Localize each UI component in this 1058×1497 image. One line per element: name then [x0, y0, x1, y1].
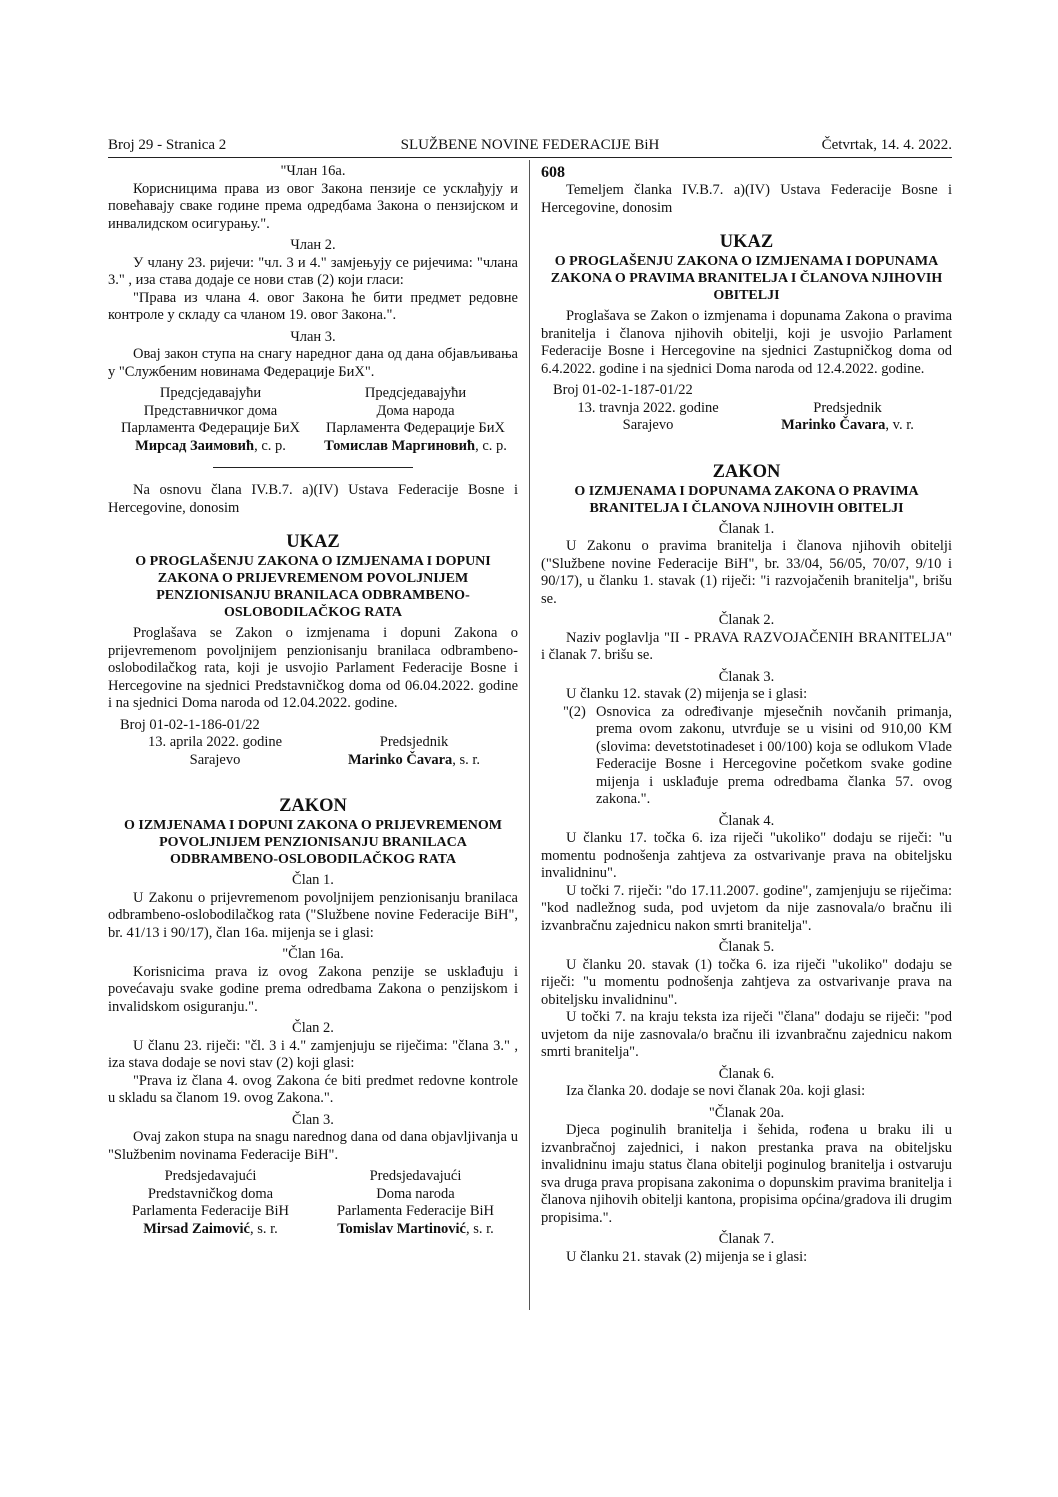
right-article-1-text: U Zakonu o pravima branitelja i članova njihovih obitelji ("Službene novine Federacije BiH", br. 33/04, 56/05, 70/07, 9/10 i 90/17), u članku 1. stavak (1) riječi: "i razvojačenih branitelja", brišu se. — [541, 538, 952, 607]
signature-name: Mirsad Zaimović — [143, 1220, 250, 1237]
right-ukaz-reference — [541, 382, 743, 435]
right-article-20a-heading: "Članak 20a. — [708, 1104, 785, 1121]
cyr-article-2-text-a: У члану 23. ријечи: "чл. 3 и 4." замјењују се ријечима: "члана 3." , иза става додаје се нови став (2) који гласи: — [108, 254, 518, 288]
signature-name: Мирсад Заимовић — [135, 437, 255, 454]
president-block — [743, 382, 952, 435]
left-article-3-heading: Član 3. — [292, 1111, 334, 1128]
reference-place: Sarajevo — [189, 751, 241, 768]
reference-date: 13. travnja 2022. godine — [577, 399, 719, 416]
left-ukaz-subtitle: O PROGLAŠENJU ZAKONA O IZMJENAMA I DOPUNI ZAKONA O PRIJEVREMENOM POVOLJNIJEM PENZIONISANJU BRANILACA ODBRAMBENO-OSLOBODILAČKOG RATA — [135, 554, 491, 620]
left-ukaz-reference — [108, 717, 310, 770]
signature-left — [108, 1168, 313, 1238]
reference-place: Sarajevo — [622, 417, 674, 433]
left-article-2-text-b: "Prava iz člana 4. ovog Zakona će biti predmet redovne kontrole u skladu sa članom 19. ovog Zakona.". — [108, 1072, 518, 1106]
column-divider — [529, 160, 530, 1310]
left-article-16a-text: Korisnicima prava iz ovog Zakona penzije se usklađuju i povećavaju svake godine prema odredbama Zakona o penzijskom i invalidskom osiguranju.". — [108, 963, 518, 1015]
signature-parliament: Parlamenta Federacije BiH — [131, 1203, 290, 1219]
signature-house: Дома народа — [376, 402, 455, 419]
signature-parliament: Parlamenta Federacije BiH — [336, 1203, 495, 1219]
president-title: Predsjednik — [379, 734, 449, 750]
right-article-4-text-a: U članku 17. točka 6. iza riječi "ukoliko" dodaju se riječi: "u momentu podnošenja zahtjeva za ostvarivanje prava na obiteljsku invalidninu". — [541, 830, 952, 881]
signature-role: Predsjedavajući — [369, 1168, 462, 1184]
right-article-5-text-b: U točki 7. na kraju teksta iza riječi "člana" dodaju se riječi: "pod uvjetom da nije zasnovala/o bračnu ili izvanbračnu zajednicu nakom smrti branitelja". — [541, 1009, 952, 1060]
page-header — [108, 136, 952, 158]
left-column — [108, 163, 518, 1238]
signature-name: Томислав Маргиновић — [324, 437, 476, 454]
right-intro: Temeljem članka IV.B.7. a)(IV) Ustava Federacije Bosne i Hercegovine, donosim — [541, 182, 952, 216]
signature-role: Predsjedavajući — [164, 1168, 257, 1184]
left-signatures — [108, 1168, 518, 1238]
left-zakon-subtitle: O IZMJENAMA I DOPUNI ZAKONA O PRIJEVREMENOM POVOLJNIJEM PENZIONISANJU BRANILACA ODBRAMBENO-OSLOBODILAČKOG RATA — [123, 818, 502, 867]
signature-house: Представничког дома — [143, 402, 278, 419]
left-article-1-heading: Član 1. — [292, 872, 334, 888]
cyr-article-3-heading: Члан 3. — [290, 328, 336, 345]
right-article-4-text-b: U točki 7. riječi: "do 17.11.2007. godine", zamjenjuju se riječima: "kod nadležnog suda, pod uvjetom da nije zasnovala/o bračnu ili izvanbračnu zajednicu nakon smrti branitelja". — [541, 882, 952, 934]
left-ukaz-text: Proglašava se Zakon o izmjenama i dopuni Zakona o prijevremenom povoljnijem penzionisanju branilaca odbrambeno-oslobodilačkog rata, koji je usvojio Parlament Federacije Bosne i Hercegovine na sjednici Predstavničkog doma od 06.04.2022. godine i na sjednici Doma naroda od 12.04.2022. godine. — [108, 625, 518, 711]
right-article-2-heading: Članak 2. — [718, 612, 775, 628]
right-article-7-text: U članku 21. stavak (2) mijenja se i glasi: — [566, 1248, 808, 1265]
reference-date: 13. aprila 2022. godine — [147, 734, 283, 750]
right-article-6-text: Iza članka 20. dodaje se novi članak 20a. koji glasi: — [566, 1083, 866, 1099]
signature-name-line — [313, 438, 518, 456]
left-zakon-title: ZAKON — [279, 796, 347, 816]
president-suffix: , s. r. — [452, 751, 481, 768]
right-article-3-quote — [541, 704, 952, 809]
right-ukaz-signature — [541, 382, 952, 435]
right-article-20a-text: Djeca poginulih branitelja i šehida, rođena u braku ili u izvanbračnoj zajednici, i nakon prestanka prava na obiteljsku invalidninu imaju status člana obitelji poginulog branitelja i ostvaruju sva druga prava propisana zakonima o dopunskim pravima branitelja i članova njihovih obitelji kantona, propisima općina/gradova ili drugim propisima.". — [541, 1122, 952, 1226]
signature-name-line — [313, 1221, 518, 1239]
signature-house: Doma naroda — [376, 1185, 455, 1202]
president-name-line — [743, 417, 952, 435]
signature-house: Predstavničkog doma — [147, 1185, 274, 1202]
document-number: 608 — [541, 164, 565, 181]
president-title: Predsjednik — [813, 399, 882, 416]
signature-role: Предсједавајући — [364, 385, 467, 401]
right-article-2-text: Naziv poglavlja "II - PRAVA RAZVOJAČENIH BRANITELJA" i članak 7. brišu se. — [541, 629, 952, 663]
left-article-2-text-a: U članu 23. riječi: "čl. 3 i 4." zamjenjuju se riječima: "člana 3." , iza stava dodaje se novi stav (2) koji glasi: — [108, 1037, 518, 1071]
header-publication-title: SLUŽBENE NOVINE FEDERACIJE BiH — [400, 137, 660, 153]
right-ukaz-subtitle: O PROGLAŠENJU ZAKONA O IZMJENAMA I DOPUNAMA ZAKONA O PRAVIMA BRANITELJA I ČLANOVA NJIHOVIH OBITELJI — [550, 254, 943, 303]
signature-name-line — [108, 438, 313, 456]
signature-right — [313, 1168, 518, 1238]
left-article-3-text: Ovaj zakon stupa na snagu narednog dana od dana objavljivanja u "Službenim novinama Federacije BiH". — [108, 1129, 518, 1163]
reference-number: Broj 01-02-1-187-01/22 — [553, 382, 693, 398]
president-name: Marinko Čavara — [781, 417, 886, 433]
right-article-3-heading: Članak 3. — [718, 668, 775, 685]
header-date: Četvrtak, 14. 4. 2022. — [821, 137, 952, 153]
cyr-article-2-heading: Члан 2. — [290, 237, 336, 253]
cyr-signatures — [108, 385, 518, 455]
right-article-1-heading: Članak 1. — [718, 520, 775, 537]
cyr-signature-left — [108, 385, 313, 455]
right-article-5-text-a: U članku 20. stavak (1) točka 6. iza riječi "ukoliko" dodaju se riječi: "u momentu podnošenja zahtjeva za ostvarivanje prava na obiteljsku invalidninu". — [541, 956, 952, 1008]
right-ukaz-text: Proglašava se Zakon o izmjenama i dopunama Zakona o pravima branitelja i članova njihovih obitelji, koji je usvojio Parlament Federacije Bosne i Hercegovine na sjednici Zastupničkog doma od 6.4.2022. godine i na sjednici Doma naroda od 12.4.2022. godine. — [541, 308, 952, 377]
signature-suffix: , s. r. — [465, 1220, 494, 1237]
left-article-16a-heading: "Član 16a. — [282, 946, 344, 962]
signature-parliament: Парламента Федерације БиХ — [121, 420, 300, 436]
signature-role: Предсједавајући — [159, 385, 262, 401]
right-zakon-title: ZAKON — [712, 461, 781, 482]
cyr-article-16a-text: Корисницима права из овог Закона пензије се усклађују и повећавају сваке године према одредбама Закона о пензијском и инвалидском осигурању.". — [108, 180, 518, 232]
signature-name-line — [108, 1221, 313, 1239]
right-ukaz-title: UKAZ — [719, 232, 774, 252]
president-name: Marinko Čavara — [347, 751, 453, 768]
right-article-3-text-a: U članku 12. stavak (2) mijenja se i glasi: — [566, 686, 808, 702]
signature-parliament: Парламента Федерације БиХ — [326, 420, 505, 436]
left-intro: Na osnovu člana IV.B.7. a)(IV) Ustava Federacije Bosne i Hercegovine, donosim — [108, 482, 518, 516]
section-separator — [213, 467, 413, 468]
cyr-article-3-text: Овај закон ступа на снагу наредног дана од дана објављивања у "Службеним новинама Федерације БиХ". — [108, 346, 518, 380]
right-column — [541, 163, 952, 1266]
quote-label: "(2) — [563, 703, 586, 720]
cyr-article-16a-heading: "Члан 16а. — [280, 163, 346, 179]
right-article-6-heading: Članak 6. — [718, 1065, 775, 1082]
reference-number: Broj 01-02-1-186-01/22 — [120, 716, 260, 733]
signature-suffix: , с. р. — [254, 437, 286, 454]
president-name-line — [310, 752, 518, 770]
left-ukaz-title: UKAZ — [286, 532, 340, 552]
left-article-1-text: U Zakonu o prijevremenom povoljnijem penzionisanju branilaca odbrambeno-oslobodilačkog rata ("Službene novine Federacije BiH", br. 41/13 i 90/17), član 16a. mijenja se i glasi: — [108, 889, 518, 941]
cyr-article-2-text-b: "Права из члана 4. овог Закона ће бити предмет редовне контроле у складу са чланом 19. овог Закона.". — [108, 289, 518, 323]
header-issue-page: Broj 29 - Stranica 2 — [108, 137, 227, 153]
right-zakon-subtitle: O IZMJENAMA I DOPUNAMA ZAKONA O PRAVIMA BRANITELJA I ČLANOVA NJIHOVIH OBITELJI — [574, 483, 919, 516]
left-article-2-heading: Član 2. — [292, 1020, 334, 1036]
signature-name: Tomislav Martinović — [337, 1220, 466, 1237]
signature-suffix: , s. r. — [249, 1220, 278, 1237]
right-article-4-heading: Članak 4. — [718, 812, 775, 829]
quote-text: Osnovica za određivanje mjesečnih novčanih primanja, prema ovom zakonu, utvrđuje se u visini od 910,00 KM (slovima: devetstotinadeset i 00/100) koja se odlukom Vlade Federacije Bosne i Hercegovine početkom svake godine mijenja i usklađuje prema odredbama članka 57. ovog zakona.". — [596, 703, 952, 807]
left-ukaz-signature — [108, 717, 518, 770]
right-article-5-heading: Članak 5. — [718, 939, 775, 955]
right-article-7-heading: Članak 7. — [718, 1231, 775, 1247]
president-suffix: , v. r. — [885, 417, 914, 433]
president-block — [310, 717, 518, 770]
cyr-signature-right — [313, 385, 518, 455]
signature-suffix: , с. р. — [475, 437, 507, 454]
